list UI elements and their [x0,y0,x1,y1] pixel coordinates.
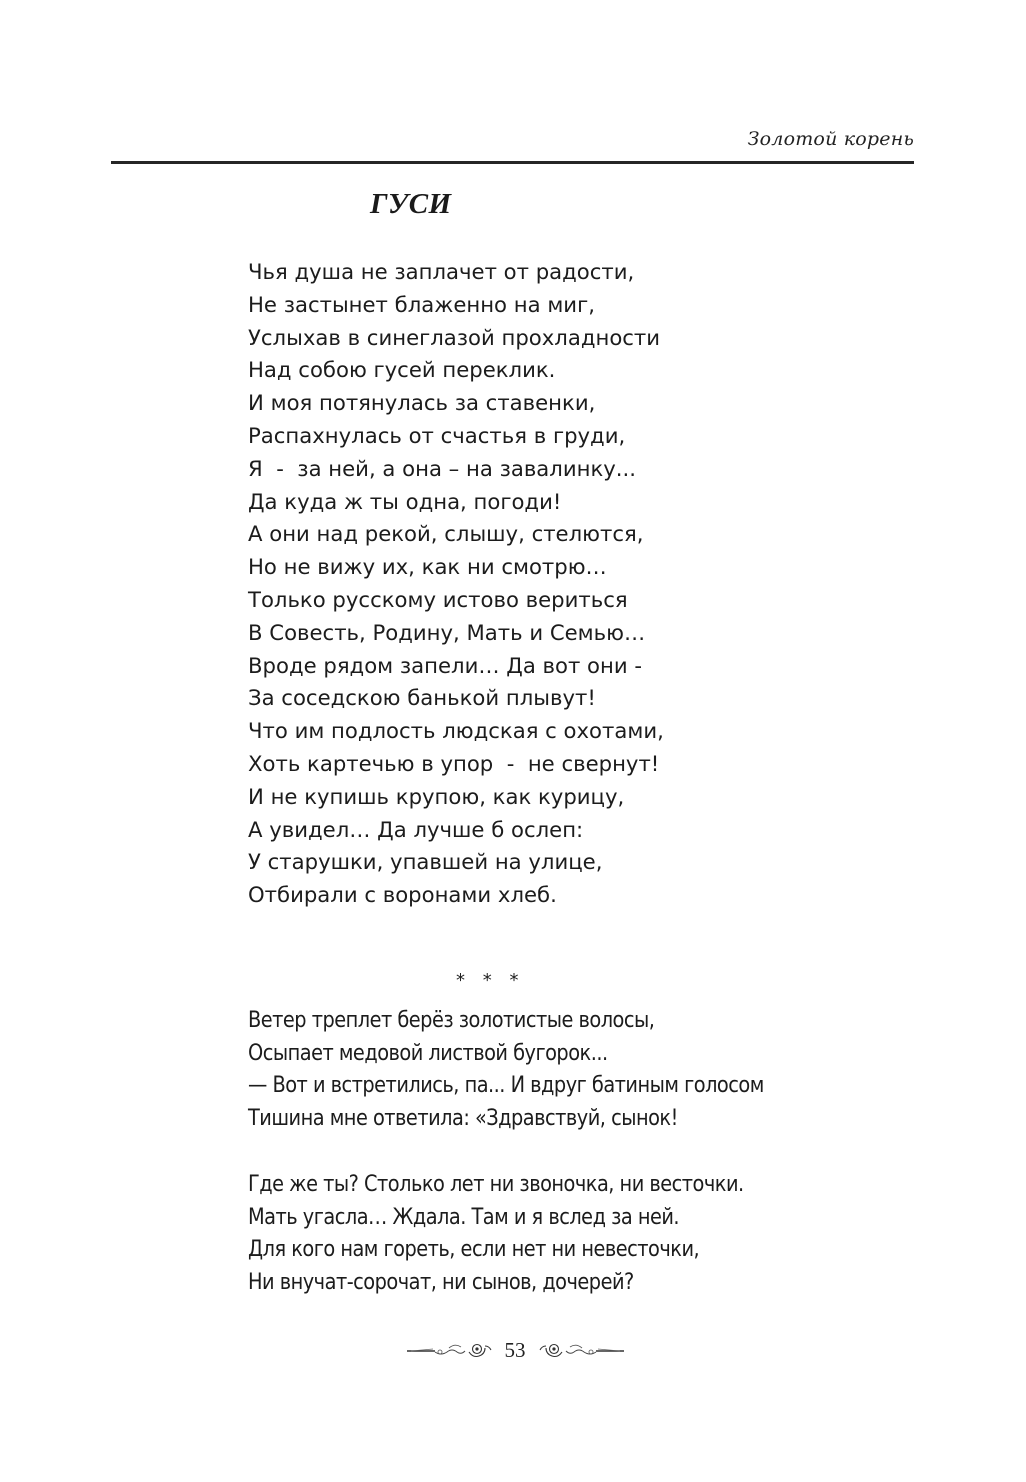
poem-line: И моя потянулась за ставенки, [248,390,596,416]
poem-line [248,1266,824,1299]
poem-line: Только русскому истово вериться [248,586,628,612]
page-number: 53 [504,1337,526,1362]
poem-line: Хоть картечью в упор - не свернут! [248,750,660,776]
ornament-right-icon [534,1340,626,1360]
poem-line: Но не вижу их, как ни смотрю… [248,554,607,580]
poem-line: У старушки, упавшей на улице, [248,849,603,875]
poem-line: Услыхав в синеглазой прохладности [248,324,661,350]
poem-line [248,1168,824,1201]
poem-line: Что им подлость людская с охотами, [248,718,664,744]
poem-line [248,1004,848,1037]
poem-line: Распахнулась от счастья в груди, [248,422,626,448]
poem-line: Отбирали с воронами хлеб. [248,882,557,908]
poem-line: За соседскою банькой плывут! [248,685,596,711]
poem-line-text: — Вот и встретились, па... И вдруг батиным голосом [248,1072,764,1099]
header-rule [111,161,914,164]
poem-line-text: Ни внучат-сорочат, ни сынов, дочерей? [248,1269,634,1296]
poem-goosi-stanza [248,256,664,912]
poem-line [248,1233,824,1266]
poem-line: Я - за ней, а она – на завалинку... [248,455,636,481]
poem-line [248,1037,848,1070]
poem-line: Чья душа не заплачет от радости, [248,259,635,284]
poem-line-text: Для кого нам гореть, если нет ни невесточки, [248,1236,700,1263]
poem-line: И не купишь крупою, как курицу, [248,783,625,809]
poem-line [248,1069,848,1102]
poem-line-text: Тишина мне ответила: «Здравствуй, сынок! [248,1105,678,1132]
section-separator: * * * [456,970,525,991]
poem-line: А они над рекой, слышу, стелются, [248,521,644,547]
poem-line-text: Мать угасла… Ждала. Там и я вслед за ней. [248,1203,680,1230]
poem2-stanza-1 [248,1004,848,1135]
ornament-left-icon [405,1340,497,1360]
poem-line-text: Ветер треплет берёз золотистые волосы, [248,1007,655,1033]
poem-line [248,1102,848,1135]
poem-title: ГУСИ [370,188,452,220]
poem-line: Не застынет блаженно на миг, [248,291,595,317]
poem-line-text: Где же ты? Столько лет ни звоночка, ни весточки. [248,1171,744,1197]
poem-line: Вроде рядом запели… Да вот они - [248,652,643,678]
poem-line: Над собою гусей переклик. [248,357,556,383]
page-footer [400,1338,630,1362]
running-head: Золотой корень [747,128,914,150]
poem-line: В Совесть, Родину, Мать и Семью… [248,619,646,645]
poem-line: Да куда ж ты одна, погоди! [248,488,562,514]
poem2-stanza-2 [248,1168,824,1299]
poem-line [248,1201,824,1234]
poem-line-text: Осыпает медовой листвой бугорок... [248,1039,608,1066]
poem-line: А увидел… Да лучше б ослеп: [248,816,584,842]
